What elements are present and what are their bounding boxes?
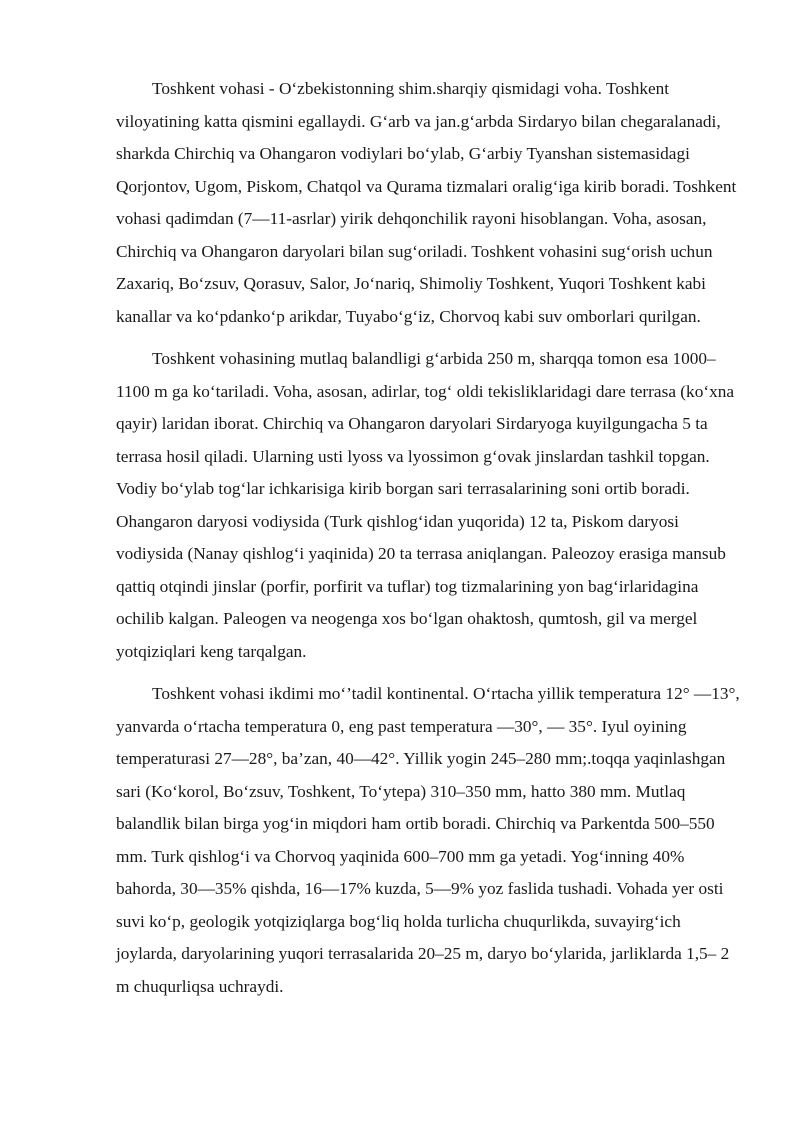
document-page [116,73,742,1013]
paragraph-climate-and-groundwater: Toshkent vohasi ikdimi mo‘’tadil kontinental. O‘rtacha yillik temperatura 12° —13°, yanvarda o‘rtacha temperatura 0, eng past temperatura —30°, — 35°. Iyul oyining temperaturasi 27—28°, ba’zan, 40—42°. Yillik yogin 245–280 mm;.toqqa yaqinlashgan sari (Ko‘korol, Bo‘zsuv, Toshkent, To‘ytepa) 310–350 mm, hatto 380 mm. Mutlaq balandlik bilan birga yog‘in miqdori ham ortib boradi. Chirchiq va Parkentda 500–550 mm. Turk qishlog‘i va Chorvoq yaqinida 600–700 mm ga yetadi. Yog‘inning 40% bahorda, 30—35% qishda, 16—17% kuzda, 5—9% yoz faslida tushadi. Vohada yer osti suvi ko‘p, geologik yotqiziqlarga bog‘liq holda turlicha chuqurlikda, suvayirg‘ich joylarda, daryolarining yuqori terrasalarida 20–25 m, daryo bo‘ylarida, jarliklarda 1,5– 2 m chuqurliqsa uchraydi. [116,684,740,996]
paragraph-toshkent-vohasi-overview: Toshkent vohasi - O‘zbekistonning shim.sharqiy qismidagi voha. Toshkent viloyatining katta qismini egallaydi. G‘arb va jan.g‘arbda Sirdaryo bilan chegaralanadi, sharkda Chirchiq va Ohangaron vodiylari bo‘ylab, G‘arbiy Tyanshan sistemasidagi Qorjontov, Ugom, Piskom, Chatqol va Qurama tizmalari oralig‘iga kirib boradi. Toshkent vohasi qadimdan (7—11-asrlar) yirik dehqonchilik rayoni hisoblangan. Voha, asosan, Chirchiq va Ohangaron daryolari bilan sug‘oriladi. Toshkent vohasini sug‘orish uchun Zaxariq, Bo‘zsuv, Qorasuv, Salor, Jo‘nariq, Shimoliy Toshkent, Yuqori Toshkent kabi kanallar va ko‘pdanko‘p arikdar, Tuyabo‘g‘iz, Chorvoq kabi suv omborlari qurilgan. [116,79,737,326]
paragraph-relief-and-terraces: Toshkent vohasining mutlaq balandligi g‘arbida 250 m, sharqqa tomon esa 1000–1100 m ga ko‘tariladi. Voha, asosan, adirlar, tog‘ oldi tekisliklaridagi dare terrasa (ko‘xna qayir) laridan iborat. Chirchiq va Ohangaron daryolari Sirdaryoga kuyilgungacha 5 ta terrasa hosil qiladi. Ularning usti lyoss va lyossimon g‘ovak jinslardan tashkil topgan. Vodiy bo‘ylab tog‘lar ichkarisiga kirib borgan sari terrasalarining soni ortib boradi. Ohangaron daryosi vodiysida (Turk qishlog‘idan yuqorida) 12 ta, Piskom daryosi vodiysida (Nanay qishlog‘i yaqinida) 20 ta terrasa aniqlangan. Paleozoy erasiga mansub qattiq otqindi jinslar (porfir, porfirit va tuflar) tog tizmalarining yon bag‘irlaridagina ochilib kalgan. Paleogen va neogenga xos bo‘lgan ohaktosh, qumtosh, gil va mergel yotqiziqlari keng tarqalgan. [116,349,735,661]
